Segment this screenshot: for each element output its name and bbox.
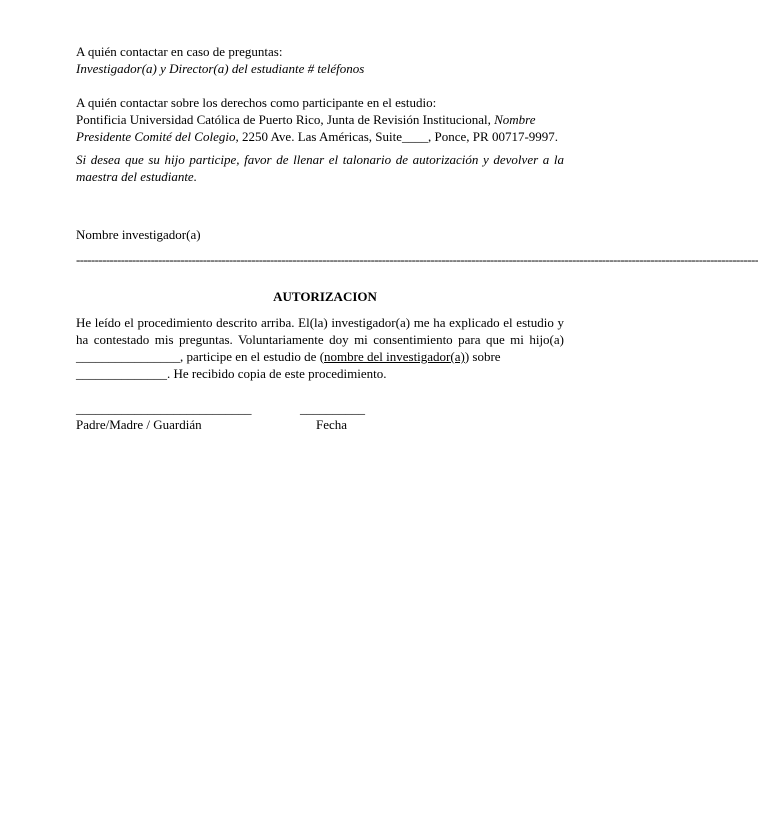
authorization-paragraph [76, 314, 564, 382]
cut-line-divider: --------------------------------------------------------------------------------------------------------------------------------------------------------------------------------------- [76, 252, 758, 267]
instruction-paragraph: Si desea que su hijo participe, favor de llenar el talonario de autorización y devolver a la maestra del estudiante. [76, 152, 564, 184]
address-line: 2250 Ave. Las Américas, Suite____, Ponce, PR 00717-9997. [241, 129, 559, 144]
contact-rights-heading: A quién contactar sobre los derechos como participante en el estudio: [76, 95, 437, 110]
date-label: Fecha [316, 417, 348, 432]
investigator-name-link: nombre del investigador(a) [324, 349, 465, 364]
authorization-title: AUTORIZACION [273, 289, 377, 304]
date-signature-line: __________ [300, 401, 365, 416]
org-line: Pontificia Universidad Católica de Puerto Rico, Junta de Revisión Institucional, [76, 112, 491, 127]
authorization-part2: ) sobre [464, 349, 501, 364]
contact-rights-section [76, 94, 564, 145]
president-name-placeholder: Nombre Presidente Comité del Colegio, [76, 112, 536, 144]
investigator-name-label: Nombre investigador(a) [76, 227, 201, 242]
contact-rights-details [76, 111, 564, 145]
contact-questions-value: Investigador(a) y Director(a) del estudiante # teléfonos [76, 61, 365, 76]
guardian-label: Padre/Madre / Guardián [76, 417, 202, 432]
contact-questions-heading: A quién contactar en caso de preguntas: [76, 44, 283, 59]
authorization-text-main [76, 314, 564, 365]
authorization-part1: He leído el procedimiento descrito arriba. El(la) investigador(a) me ha explicado el estudio y ha contestado mis preguntas. Voluntariamente doy mi consentimiento para que mi hijo(a) ________________, participe en el estudio de ( [76, 315, 564, 364]
guardian-signature-line: ___________________________ [76, 401, 252, 416]
authorization-text-end: ______________. He recibido copia de este procedimiento. [76, 366, 387, 381]
contact-questions-section [76, 43, 564, 77]
